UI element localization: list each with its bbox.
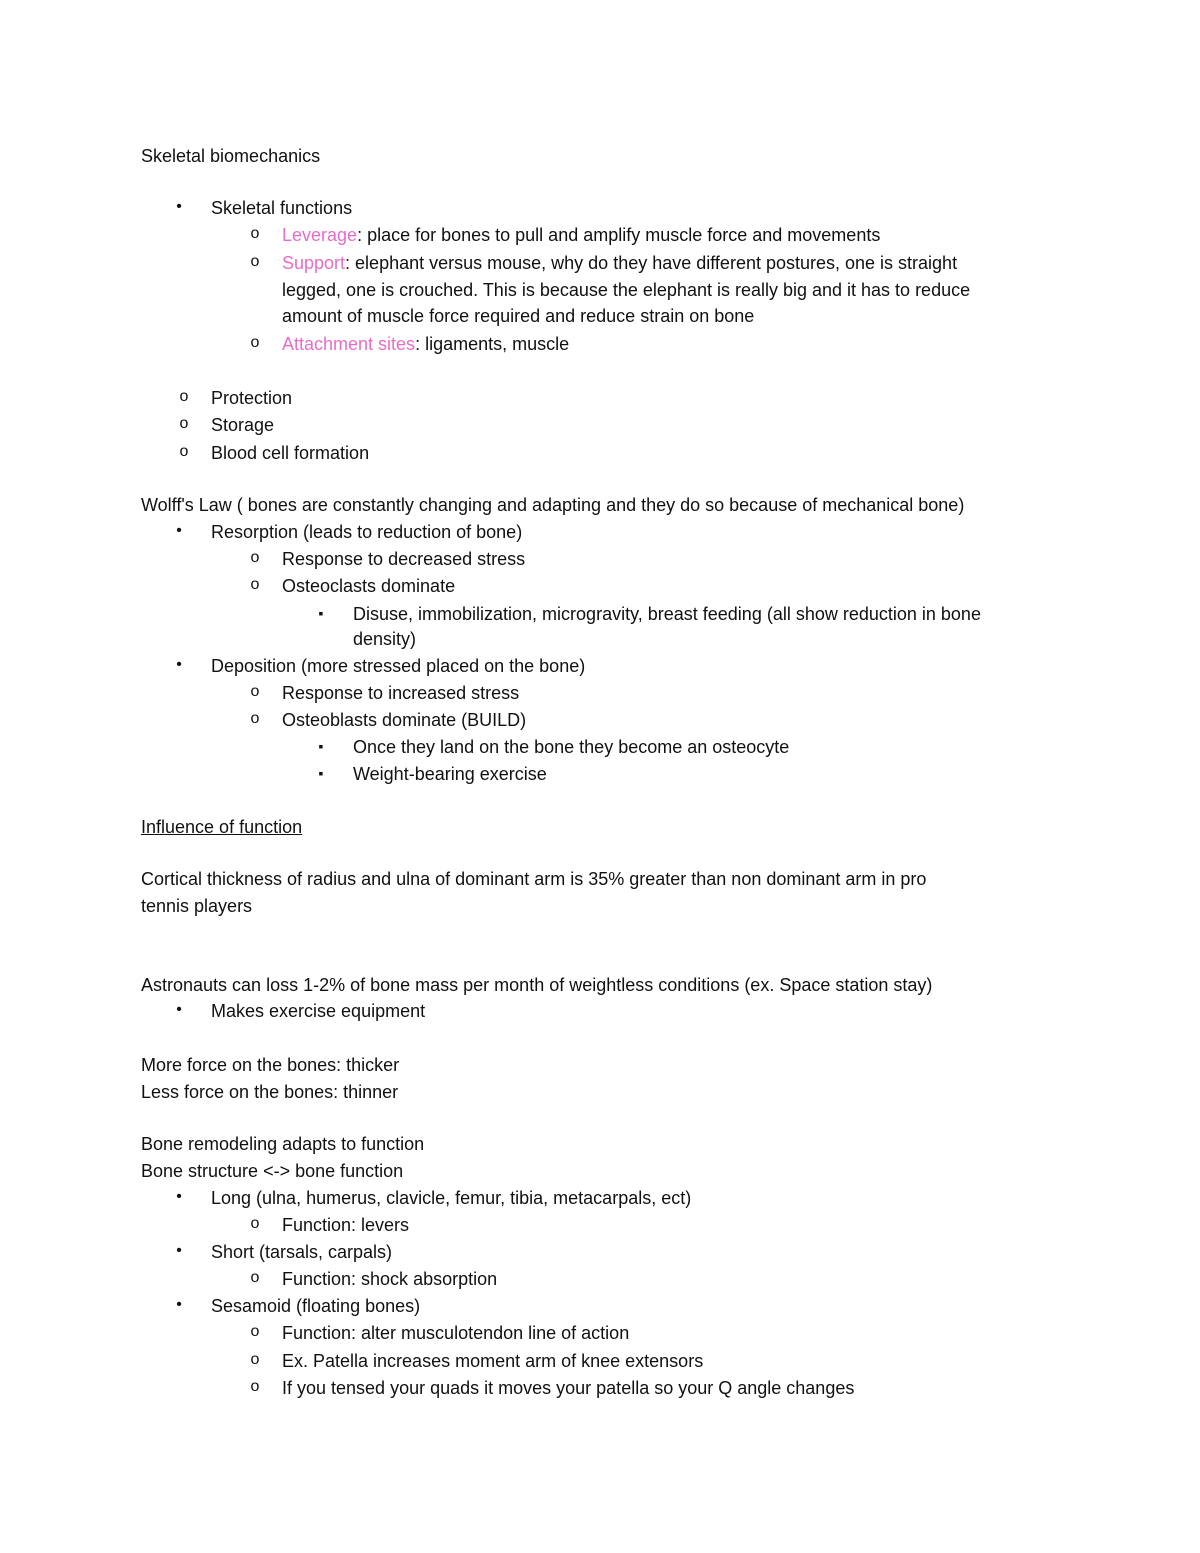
bullet-disc-icon: • (176, 522, 182, 539)
term-attachment: Attachment sites (282, 334, 416, 354)
bullet-circle-icon: o (250, 1378, 260, 1395)
list-item-osteocyte: Once they land on the bone they become an osteocyte (353, 737, 790, 757)
wolff-law: Wolff's Law ( bones are constantly changing and adapting and they do so because of mechanical bone) (141, 495, 965, 515)
list-item-resp-increased: Response to increased stress (282, 683, 520, 703)
bullet-disc-icon: • (176, 656, 182, 673)
list-item-short: Short (tarsals, carpals) (211, 1242, 393, 1262)
list-item-deposition: Deposition (more stressed placed on the bone) (211, 656, 586, 676)
astronauts-text: Astronauts can loss 1-2% of bone mass per month of weightless conditions (ex. Space station stay) (141, 975, 933, 995)
attachment-text: : ligaments, muscle (415, 334, 570, 354)
bullet-disc-icon: • (176, 1242, 182, 1259)
bullet-circle-icon: o (179, 388, 189, 405)
list-item-long-fn: Function: levers (282, 1215, 410, 1235)
term-support: Support (282, 253, 346, 273)
bullet-disc-icon: • (176, 1296, 182, 1313)
bullet-square-icon: ▪ (318, 765, 324, 781)
list-item-leverage (282, 224, 880, 246)
bullet-circle-icon: o (179, 415, 189, 432)
bullet-circle-icon: o (250, 1323, 260, 1340)
structure-text: Bone structure <-> bone function (141, 1161, 404, 1181)
support-text-3: amount of muscle force required and reduce strain on bone (282, 306, 755, 326)
support-text-1: : elephant versus mouse, why do they have different postures, one is straight (345, 253, 958, 273)
bullet-circle-icon: o (250, 710, 260, 727)
list-item-weight: Weight-bearing exercise (353, 764, 547, 784)
bullet-circle-icon: o (250, 253, 260, 270)
support-text-2: legged, one is crouched. This is because the elephant is really big and it has to reduce (282, 280, 971, 300)
bullet-square-icon: ▪ (318, 605, 324, 621)
bullet-square-icon: ▪ (318, 738, 324, 754)
influence-heading: Influence of function (141, 817, 303, 837)
bullet-circle-icon: o (250, 549, 260, 566)
bullet-disc-icon: • (176, 198, 182, 215)
list-item-short-fn: Function: shock absorption (282, 1269, 498, 1289)
bullet-circle-icon: o (250, 1215, 260, 1232)
bullet-circle-icon: o (250, 576, 260, 593)
doc-title: Skeletal biomechanics (141, 146, 321, 166)
list-item-disuse-2: density) (353, 629, 417, 649)
list-item-long: Long (ulna, humerus, clavicle, femur, tibia, metacarpals, ect) (211, 1188, 692, 1208)
list-item-sesamoid: Sesamoid (floating bones) (211, 1296, 421, 1316)
list-item-protection: Protection (211, 388, 293, 408)
list-item-resp-decreased: Response to decreased stress (282, 549, 526, 569)
list-item-ses-q: If you tensed your quads it moves your patella so your Q angle changes (282, 1378, 855, 1398)
bullet-circle-icon: o (250, 334, 260, 351)
list-item-disuse-1: Disuse, immobilization, microgravity, breast feeding (all show reduction in bone (353, 604, 981, 624)
list-item-ses-fn: Function: alter musculotendon line of action (282, 1323, 630, 1343)
list-item-storage: Storage (211, 415, 275, 435)
list-item-attachment (282, 333, 569, 355)
list-item-exercise: Makes exercise equipment (211, 1001, 426, 1021)
cortical-text-2: tennis players (141, 896, 253, 916)
list-item-blood: Blood cell formation (211, 443, 370, 463)
less-force-text: Less force on the bones: thinner (141, 1082, 399, 1102)
bullet-circle-icon: o (250, 1269, 260, 1286)
list-item-resorption: Resorption (leads to reduction of bone) (211, 522, 523, 542)
leverage-text: : place for bones to pull and amplify muscle force and movements (357, 225, 881, 245)
list-item-osteoclasts: Osteoclasts dominate (282, 576, 456, 596)
cortical-text-1: Cortical thickness of radius and ulna of dominant arm is 35% greater than non dominant arm in pro (141, 869, 927, 889)
bullet-circle-icon: o (179, 443, 189, 460)
bullet-circle-icon: o (250, 1351, 260, 1368)
remodeling-text: Bone remodeling adapts to function (141, 1134, 425, 1154)
bullet-disc-icon: • (176, 1188, 182, 1205)
bullet-circle-icon: o (250, 683, 260, 700)
bullet-circle-icon: o (250, 225, 260, 242)
functions-heading: Skeletal functions (211, 198, 353, 218)
bullet-disc-icon: • (176, 1001, 182, 1018)
list-item-osteoblasts: Osteoblasts dominate (BUILD) (282, 710, 527, 730)
term-leverage: Leverage (282, 225, 358, 245)
list-item-support (282, 252, 957, 274)
more-force-text: More force on the bones: thicker (141, 1055, 400, 1075)
list-item-ses-ex: Ex. Patella increases moment arm of knee extensors (282, 1351, 704, 1371)
